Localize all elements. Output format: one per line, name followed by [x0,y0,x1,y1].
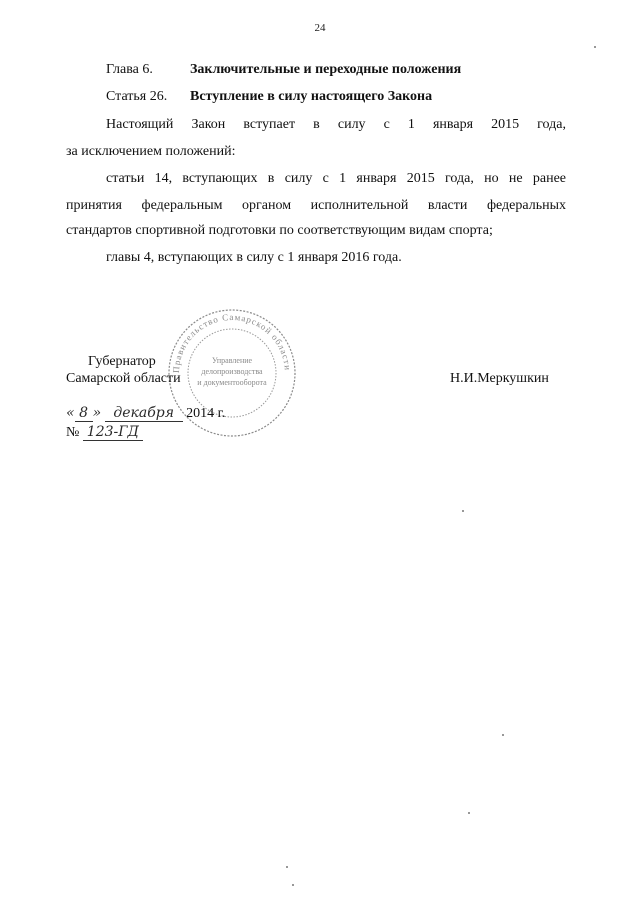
stamp-ring-text: Правительство Самарской области [170,311,294,374]
scan-speck [502,734,504,736]
page-number: 24 [314,22,326,34]
stamp-inner-line-2: делопроизводства [201,367,263,376]
number-prefix: № [66,425,80,440]
article-heading [106,89,432,105]
chapter-label: Глава 6. [106,62,153,77]
date-close-quote: » [92,405,102,421]
date-day: 8 [75,405,93,422]
item1-line-3: стандартов спортивной подготовки по соответствующим видам спорта; [66,223,493,238]
item2-line: главы 4, вступающих в силу с 1 января 2016 года. [106,250,402,265]
signature-position-line-1: Губернатор [88,354,156,369]
signature-name: Н.И.Меркушкин [450,371,549,386]
date-open-quote: « [66,405,75,421]
chapter-heading [106,62,461,78]
scan-speck [594,46,596,48]
intro-line-2: за исключением положений: [66,144,236,159]
signature-position-line-2: Самарской области [66,371,181,386]
scan-speck [462,510,464,512]
article-title: Вступление в силу настоящего Закона [190,89,433,104]
stamp-inner-line-1: Управление [211,356,253,365]
intro-line-1: Настоящий Закон вступает в силу с 1 января 2015 года, [106,117,566,132]
date-year: 2014 г. [186,406,226,421]
scan-speck [286,866,288,868]
stamp-inner-line-3: и документооборота [197,378,267,387]
scan-speck [468,812,470,814]
signature-number [66,424,143,441]
number-value: 123-ГД [83,424,143,441]
signature-date [66,405,225,422]
article-label: Статья 26. [106,89,168,104]
chapter-title: Заключительные и переходные положения [190,62,462,77]
item1-line-1: статьи 14, вступающих в силу с 1 января 2015 года, но не ранее [106,171,566,186]
date-month: декабря [105,405,183,422]
item1-line-2: принятия федеральным органом исполнительной власти федеральных [66,198,566,213]
scan-speck [292,884,294,886]
